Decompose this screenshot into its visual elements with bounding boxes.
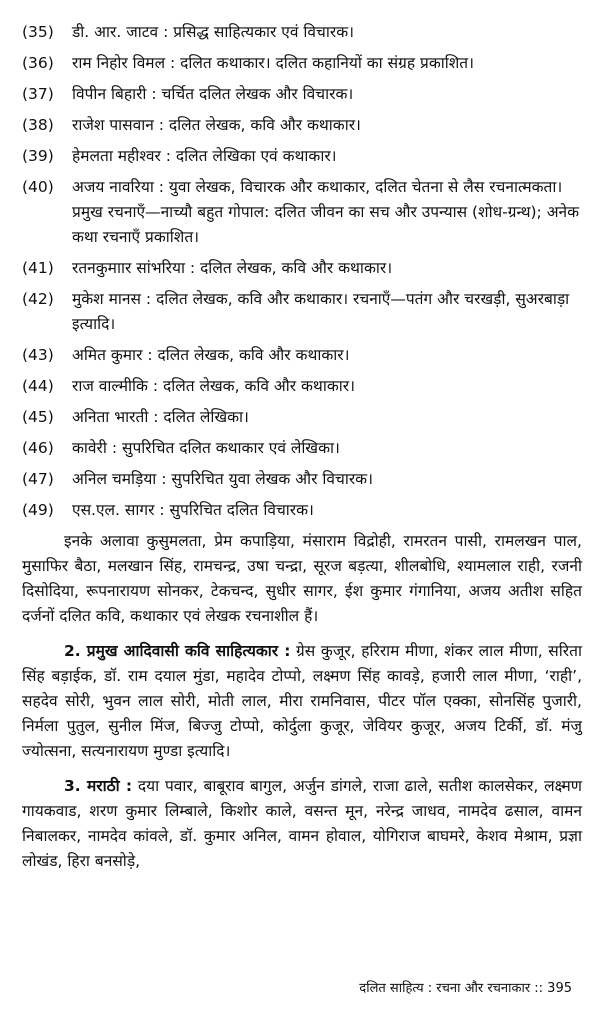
list-item: [22, 113, 582, 138]
entry-text: कावेरी : सुपरिचित दलित कथाकार एवं लेखिका।: [72, 439, 340, 457]
section-heading: 2. प्रमुख आदिवासी कवि साहित्यकार :: [64, 642, 291, 660]
entry-text: डी. आर. जाटव : प्रसिद्ध साहित्यकार एवं विचारक।: [72, 23, 354, 41]
paragraph-adivasi-writers: [22, 639, 582, 764]
entry-number: (35): [22, 23, 54, 41]
list-item: [22, 405, 582, 430]
entry-number: (47): [22, 470, 54, 488]
entry-list: [22, 20, 582, 523]
list-item: [22, 51, 582, 76]
entry-text: मुकेश मानस : दलित लेखक, कवि और कथाकार। रचनाएँ—पतंग और चरखड़ी, सुअरबाड़ा इत्यादि।: [72, 290, 570, 333]
list-item: [22, 498, 582, 523]
entry-number: (38): [22, 116, 54, 134]
entry-number: (41): [22, 259, 54, 277]
entry-number: (40): [22, 178, 54, 196]
entry-text: राज वाल्मीकि : दलित लेखक, कवि और कथाकार।: [72, 377, 355, 395]
paragraph-text: ग्रेस कुजूर, हरिराम मीणा, शंकर लाल मीणा, सरिता सिंह बड़ाईक, डॉ. राम दयाल मुंडा, महादेव टोप्पो, लक्ष्मण सिंह कावड़े, हजारी लाल मीणा, ‘राही’, सहदेव सोरी, भुवन लाल सोरी, मोती लाल, मीरा रामनिवास, पीटर पॉल एक्का, सोनसिंह पुजारी, निर्मला पुतुल, सुनील मिंज, बिज्जु टोप्पो, कोर्दुला कुजूर, जेवियर कुजूर, अजय टिर्की, डॉ. मंजु ज्योत्सना, सत्यनारायण मुण्डा इत्यादि।: [22, 642, 582, 760]
list-item: [22, 287, 582, 337]
paragraph-other-writers: [22, 529, 582, 629]
entry-number: (46): [22, 439, 54, 457]
list-item: [22, 343, 582, 368]
entry-text: राम निहोर विमल : दलित कथाकार। दलित कहानियों का संग्रह प्रकाशित।: [72, 54, 475, 72]
entry-text: विपीन बिहारी : चर्चित दलित लेखक और विचारक।: [72, 85, 354, 103]
entry-text: रतनकुमाार सांभरिया : दलित लेखक, कवि और कथाकार।: [72, 259, 393, 277]
list-item: [22, 82, 582, 107]
list-item: [22, 175, 582, 250]
page-footer: दलित साहित्य : रचना और रचनाकार :: 395: [359, 981, 572, 996]
list-item: [22, 144, 582, 169]
paragraph-text: इनके अलावा कुसुमलता, प्रेम कपाड़िया, मंसाराम विद्रोही, रामरतन पासी, रामलखन पाल, मुसाफिर बैठा, मलखान सिंह, रामचन्द्र, उषा चन्द्रा, सूरज बड़त्या, शीलबोधि, श्यामलाल राही, रजनी दिसोदिया, रूपनारायण सोनकर, टेकचन्द, सुधीर सागर, ईश कुमार गंगानिया, अजय अतीश सहित दर्जनों दलित कवि, कथाकार एवं लेखक रचनाशील हैं।: [22, 532, 582, 625]
list-item: [22, 20, 582, 45]
list-item: [22, 374, 582, 399]
entry-text: अनिता भारती : दलित लेखिका।: [72, 408, 249, 426]
entry-number: (39): [22, 147, 54, 165]
entry-number: (36): [22, 54, 54, 72]
entry-number: (49): [22, 501, 54, 519]
entry-number: (42): [22, 290, 54, 308]
entry-number: (37): [22, 85, 54, 103]
section-heading: 3. मराठी :: [64, 777, 133, 795]
list-item: [22, 467, 582, 492]
entry-number: (44): [22, 377, 54, 395]
paragraph-marathi-writers: [22, 774, 582, 874]
entry-text: अमित कुमार : दलित लेखक, कवि और कथाकार।: [72, 346, 350, 364]
entry-number: (45): [22, 408, 54, 426]
entry-text: अनिल चमड़िया : सुपरिचित युवा लेखक और विचारक।: [72, 470, 373, 488]
paragraph-text: दया पवार, बाबूराव बागुल, अर्जुन डांगले, राजा ढाले, सतीश कालसेकर, लक्ष्मण गायकवाड, शरण कुमार लिम्बाले, किशोर काले, वसन्त मून, नरेन्द्र जाधव, नामदेव ढसाल, वामन निबालकर, नामदेव कांवले, डॉ. कुमार अनिल, वामन होवाल, योगिराज बाघमरे, केशव मेश्राम, प्रज्ञा लोखंड, हिरा बनसोड़े,: [22, 777, 583, 870]
entry-text: राजेश पासवान : दलित लेखक, कवि और कथाकार।: [72, 116, 361, 134]
entry-number: (43): [22, 346, 54, 364]
entry-text: एस.एल. सागर : सुपरिचित दलित विचारक।: [72, 501, 314, 519]
entry-text: हेमलता महीश्वर : दलित लेखिका एवं कथाकार।: [72, 147, 337, 165]
list-item: [22, 436, 582, 461]
entry-text: अजय नावरिया : युवा लेखक, विचारक और कथाकार, दलित चेतना से लैस रचनात्मकता। प्रमुख रचनाएँ—नाच्यौ बहुत गोपाल: दलित जीवन का सच और उपन्यास (शोध-ग्रन्थ); अनेक कथा रचनाएँ प्रकाशित।: [72, 178, 580, 246]
list-item: [22, 256, 582, 281]
